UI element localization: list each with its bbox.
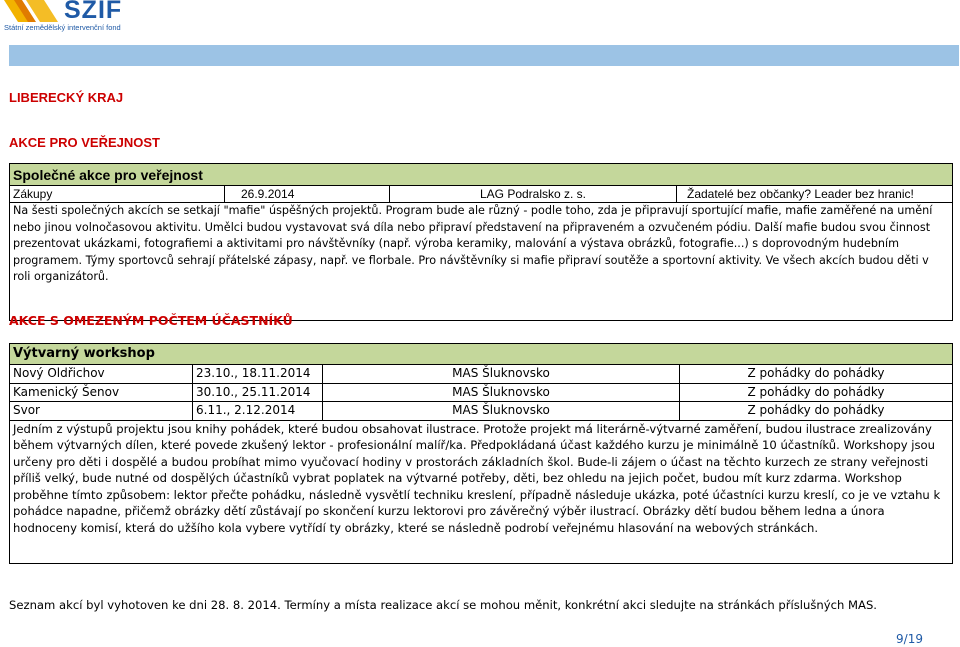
public-events-box bbox=[9, 163, 953, 321]
event-date: 23.10., 18.11.2014 bbox=[193, 365, 323, 383]
event-motto: Z pohádky do pohádky bbox=[747, 403, 885, 417]
public-event-description: Na šesti společných akcích se setkají "mafie" úspěšných projektů. Program bude ale různý - podle toho, zda je připravují sportující mafie, mafie zaměřené na umění nebo jinou volnočasovou aktivitu. Umělci budou vystavovat svá díla nebo připraví představení na připraveném a ozvučeném pódiu. Další mafie budou svou činnost prezentovat ukázkami, fotografiemi a aktivitami pro návštěvníky (např. výroba keramiky, malování a výstava obrázků, fotografie...) s doprovodným hudebním programem. Týmy sportovců sehrají přátelské zápasy, např. ve florbale. Pro návštěvníky si mafie připraví soutěže a sportovní aktivity. Ve všech akcích budou děti v roli organizátorů. bbox=[9, 202, 953, 321]
region-title: LIBERECKÝ KRAJ bbox=[9, 90, 124, 105]
table-row bbox=[9, 185, 953, 202]
event-name: Kamenický Šenov bbox=[10, 384, 193, 402]
logo-subtitle: Státní zemědělský intervenční fond bbox=[4, 23, 121, 32]
event-name: Zákupy bbox=[10, 186, 225, 202]
event-date: 26.9.2014 bbox=[225, 186, 390, 202]
szif-logo-icon bbox=[4, 0, 58, 22]
event-organizer: MAS Šluknovsko bbox=[323, 402, 680, 420]
table-row bbox=[9, 383, 953, 402]
workshop-description: Jedním z výstupů projektu jsou knihy pohádek, které budou obsahovat ilustrace. Protože projekt má literárně-výtvarné zaměření, budou ilustrace zrealizovány během výtvarných dílen, které povede zkušený lektor - profesionální malíř/ka. Předpokládaná účast každého kurzu je minimálně 10 účastníků. Workshopy jsou určeny pro děti i dospělé a budou probíhat mimo vyučovací hodiny v prostorách základních škol. Bude-li zájem o účast na těchto kurzech ze strany veřejnosti příliš velký, bude nutné od dospělých účastníků vybrat poplatek na výtvarné potřeby, děti, bez ohledu na jejich počet, budou mít kurz zdarma. Workshop proběhne tímto způsobem: lektor přečte pohádku, následně vysvětlí techniku kreslení, případně následuje ukázka, poté účastníci kurzu kreslí, co je ve vztahu k pohádce napadne, přičemž obrázky dětí zůstávají po skončení kurzu lektorovi pro závěrečný výběr ilustrací. Obrázky dětí budou během ledna a února hodnoceny komisí, která do užšího kola vybere vytřídí ty obrázky, které se následně podrobí veřejnému hlasování na webových stránkách. bbox=[9, 420, 953, 564]
footer-note: Seznam akcí byl vyhotoven ke dni 28. 8. 2014. Termíny a místa realizace akcí se mohou měnit, konkrétní akci sledujte na stránkách příslušných MAS. bbox=[9, 598, 877, 612]
page-number: 9/19 bbox=[896, 632, 923, 646]
event-date: 6.11., 2.12.2014 bbox=[193, 402, 323, 420]
table-row bbox=[9, 401, 953, 420]
logo-text: SZIF bbox=[64, 0, 123, 24]
event-organizer: MAS Šluknovsko bbox=[323, 365, 680, 383]
event-motto: Žadatelé bez občanky? Leader bez hranic! bbox=[687, 187, 914, 201]
event-date: 30.10., 25.11.2014 bbox=[193, 384, 323, 402]
event-motto: Z pohádky do pohádky bbox=[747, 366, 885, 380]
event-name: Svor bbox=[10, 402, 193, 420]
public-section-heading: AKCE PRO VEŘEJNOST bbox=[9, 135, 160, 150]
event-name: Nový Oldřichov bbox=[10, 365, 193, 383]
szif-logo bbox=[4, 0, 154, 36]
limited-section-heading: AKCE S OMEZENÝM POČTEM ÚČASTNÍKŮ bbox=[9, 313, 293, 328]
header-bar bbox=[9, 45, 959, 66]
event-organizer: LAG Podralsko z. s. bbox=[390, 186, 677, 202]
table-row bbox=[9, 364, 953, 383]
public-box-title: Společné akce pro veřejnost bbox=[9, 163, 953, 185]
workshop-box bbox=[9, 343, 953, 564]
event-organizer: MAS Šluknovsko bbox=[323, 384, 680, 402]
workshop-box-title: Výtvarný workshop bbox=[9, 343, 953, 364]
event-motto: Z pohádky do pohádky bbox=[747, 384, 885, 399]
